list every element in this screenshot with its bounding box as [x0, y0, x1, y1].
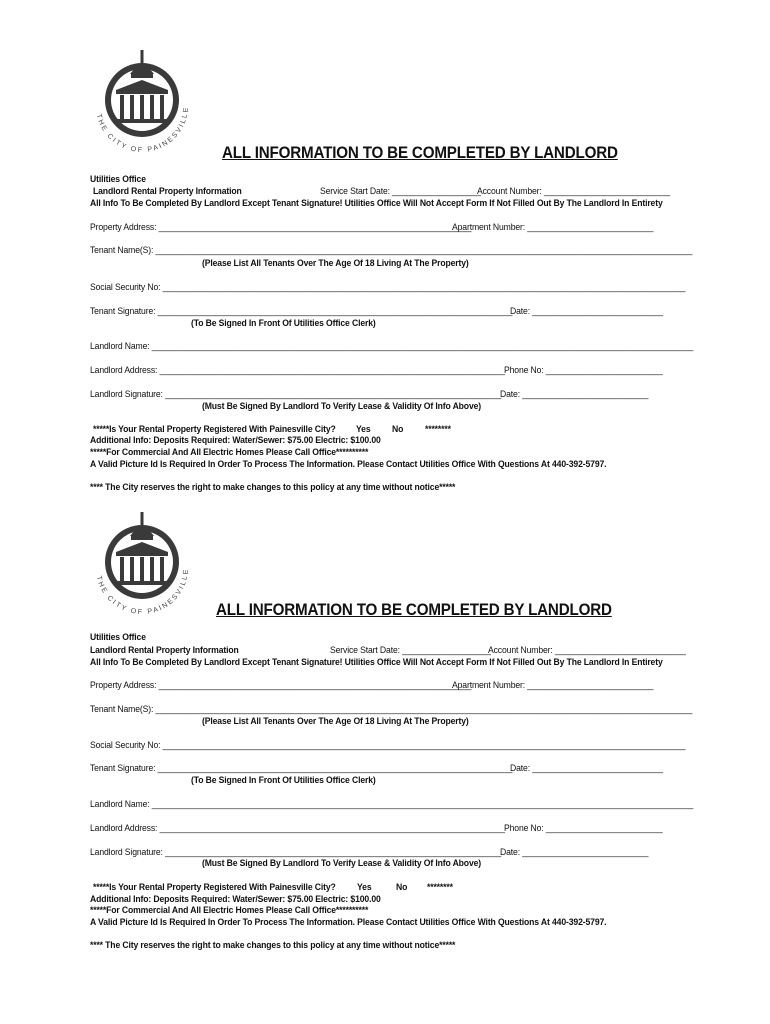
landlord-name-field[interactable]: Landlord Name: ____________________________________________________________________________________________________________________ [90, 341, 694, 352]
office-label: Utilities Office [90, 174, 146, 185]
policy-note: **** The City reserves the right to make changes to this policy at any time without notice***** [90, 940, 456, 951]
commercial-note: *****For Commercial And All Electric Homes Please Call Office********** [90, 447, 369, 458]
picture-id-note: A Valid Picture Id Is Required In Order To Process The Information. Please Contact Utilities Office With Questions At 440-392-5797. [90, 459, 607, 470]
tenant-names-field[interactable]: Tenant Name(S): ___________________________________________________________________________________________________________________ [90, 704, 693, 715]
additional-info: Additional Info: Deposits Required: Water/Sewer: $75.00 Electric: $100.00 [90, 894, 381, 905]
landlord-signature-note: (Must Be Signed By Landlord To Verify Lease & Validity Of Info Above) [202, 401, 482, 412]
property-address-field[interactable]: Property Address: ___________________________________________________________________ [90, 222, 472, 233]
tenant-names-note: (Please List All Tenants Over The Age Of 18 Living At The Property) [202, 258, 469, 269]
landlord-address-field[interactable]: Landlord Address: __________________________________________________________________________ [90, 365, 505, 376]
no-option[interactable]: No [392, 424, 404, 435]
landlord-date-field[interactable]: Date: ___________________________ [500, 389, 649, 400]
landlord-signature-field[interactable]: Landlord Signature: ________________________________________________________________________ [90, 847, 502, 858]
stars-mark: ******** [427, 882, 453, 893]
ssn-field[interactable]: Social Security No: ________________________________________________________________________________________________________________ [90, 740, 686, 751]
landlord-address-field[interactable]: Landlord Address: __________________________________________________________________________ [90, 823, 505, 834]
registered-question: *****Is Your Rental Property Registered With Painesville City? [93, 882, 336, 893]
landlord-date-field[interactable]: Date: ___________________________ [500, 847, 649, 858]
tenant-names-field[interactable]: Tenant Name(S): ___________________________________________________________________________________________________________________ [90, 245, 693, 256]
picture-id-note: A Valid Picture Id Is Required In Order To Process The Information. Please Contact Utilities Office With Questions At 440-392-5797. [90, 917, 607, 928]
city-seal-logo [86, 506, 198, 618]
svg-text:THE CITY OF PAINESVILLE: THE CITY OF PAINESVILLE [94, 105, 191, 155]
landlord-signature-field[interactable]: Landlord Signature: ________________________________________________________________________ [90, 389, 502, 400]
ssn-field[interactable]: Social Security No: ________________________________________________________________________________________________________________ [90, 282, 686, 293]
tenant-signature-note: (To Be Signed In Front Of Utilities Office Clerk) [191, 318, 376, 329]
tenant-date-field[interactable]: Date: ____________________________ [510, 306, 663, 317]
landlord-name-field[interactable]: Landlord Name: ____________________________________________________________________________________________________________________ [90, 799, 694, 810]
apartment-number-field[interactable]: Apartment Number: ___________________________ [452, 222, 654, 233]
form-name: Landlord Rental Property Information [90, 645, 239, 656]
account-number-field[interactable]: Account Number: ____________________________ [488, 645, 686, 656]
form-title: ALL INFORMATION TO BE COMPLETED BY LANDLORD [216, 601, 612, 619]
landlord-signature-note: (Must Be Signed By Landlord To Verify Lease & Validity Of Info Above) [202, 858, 482, 869]
tenant-date-field[interactable]: Date: ____________________________ [510, 763, 663, 774]
svg-text:THE CITY OF PAINESVILLE: THE CITY OF PAINESVILLE [94, 567, 191, 617]
property-address-field[interactable]: Property Address: ___________________________________________________________________ [90, 680, 472, 691]
commercial-note: *****For Commercial And All Electric Homes Please Call Office********** [90, 905, 369, 916]
form-name: Landlord Rental Property Information [93, 186, 242, 197]
yes-option[interactable]: Yes [356, 424, 371, 435]
form-title: ALL INFORMATION TO BE COMPLETED BY LANDLORD [222, 144, 618, 162]
policy-note: **** The City reserves the right to make changes to this policy at any time without notice***** [90, 482, 456, 493]
account-number-field[interactable]: Account Number: ___________________________ [477, 186, 670, 197]
form-notice: All Info To Be Completed By Landlord Except Tenant Signature! Utilities Office Will Not Accept Form If Not Filled Out By The Landlord In Entirety [90, 198, 663, 209]
stars-mark: ******** [425, 424, 451, 435]
phone-field[interactable]: Phone No: _________________________ [504, 823, 663, 834]
apartment-number-field[interactable]: Apartment Number: ___________________________ [452, 680, 654, 691]
tenant-signature-field[interactable]: Tenant Signature: ____________________________________________________________________________ [90, 763, 513, 774]
additional-info: Additional Info: Deposits Required: Water/Sewer: $75.00 Electric: $100.00 [90, 435, 381, 446]
office-label: Utilities Office [90, 632, 146, 643]
service-start-date-field[interactable]: Service Start Date: ___________________ [320, 186, 481, 197]
no-option[interactable]: No [396, 882, 408, 893]
service-start-date-field[interactable]: Service Start Date: ___________________ [330, 645, 491, 656]
form-notice: All Info To Be Completed By Landlord Except Tenant Signature! Utilities Office Will Not Accept Form If Not Filled Out By The Landlord In Entirety [90, 657, 663, 668]
tenant-signature-note: (To Be Signed In Front Of Utilities Office Clerk) [191, 775, 376, 786]
registered-question: *****Is Your Rental Property Registered With Painesville City? [93, 424, 336, 435]
tenant-names-note: (Please List All Tenants Over The Age Of 18 Living At The Property) [202, 716, 469, 727]
tenant-signature-field[interactable]: Tenant Signature: ____________________________________________________________________________ [90, 306, 513, 317]
yes-option[interactable]: Yes [357, 882, 372, 893]
phone-field[interactable]: Phone No: _________________________ [504, 365, 663, 376]
